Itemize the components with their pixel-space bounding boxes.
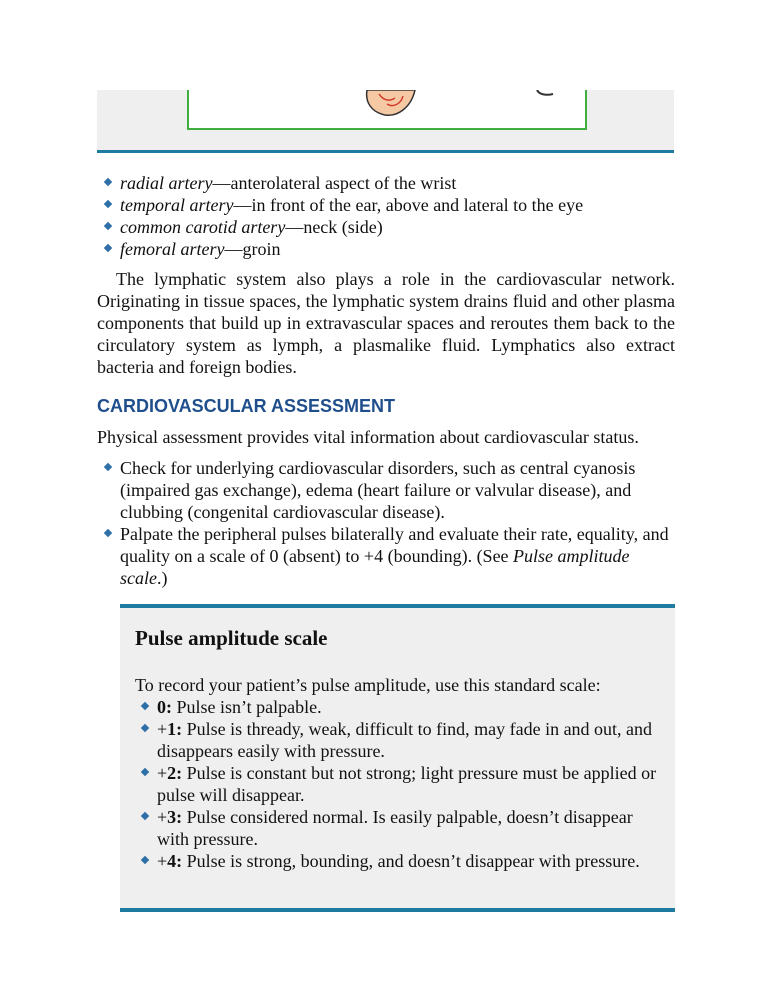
scale-key: 0: [157, 697, 172, 717]
artery-location-list [105, 172, 583, 260]
artery-desc: —in front of the ear, above and lateral to the eye [233, 195, 584, 215]
scale-key: 3: [167, 807, 183, 827]
scale-prefix: + [157, 807, 168, 827]
scale-prefix: + [157, 763, 168, 783]
scale-key: 2: [167, 763, 183, 783]
lymphatic-paragraph: The lymphatic system also plays a role in the cardiovascular network. Originating in tissue spaces, the lymphatic system drains fluid and other plasma components that build up in extravascular spaces and reroutes them back to the circulatory system as lymph, a plasmalike fluid. Lymphatics also extract bacteria and foreign bodies. [97, 269, 675, 377]
bullet-diamond-icon [104, 244, 112, 252]
scale-prefix: + [157, 851, 168, 871]
scale-text: Pulse is constant but not strong; light pressure must be applied or pulse will disappear. [157, 763, 657, 805]
list-item [105, 523, 675, 589]
artery-term: radial artery [120, 173, 213, 193]
bullet-diamond-icon [104, 463, 112, 471]
artery-term: common carotid artery [120, 217, 286, 237]
list-item [142, 718, 662, 762]
list-item [142, 850, 662, 872]
scale-text: Pulse considered normal. Is easily palpable, doesn’t disappear with pressure. [157, 807, 633, 849]
bullet-diamond-icon [141, 768, 149, 776]
list-item [105, 172, 583, 194]
box-title: Pulse amplitude scale [135, 626, 328, 650]
figure-panel [97, 90, 674, 153]
list-item [142, 762, 662, 806]
list-item [105, 216, 583, 238]
bullet-diamond-icon [104, 178, 112, 186]
artery-term: femoral artery [120, 239, 225, 259]
scale-text: Pulse is strong, bounding, and doesn’t disappear with pressure. [182, 851, 640, 871]
assessment-list [105, 457, 675, 589]
list-item [142, 696, 662, 718]
scale-prefix: + [157, 719, 168, 739]
artery-desc: —neck (side) [285, 217, 383, 237]
assessment-item-text: Palpate the peripheral pulses bilaterally and evaluate their rate, equality, and quality on a scale of 0 (absent) to +4 (bounding). (See [120, 524, 669, 566]
bullet-diamond-icon [104, 200, 112, 208]
assessment-item-text: Check for underlying cardiovascular disorders, such as central cyanosis (impaired gas exchange), edema (heart failure or valvular disease), and clubbing (congenital cardiovascular disease). [120, 458, 636, 522]
bullet-diamond-icon [141, 702, 149, 710]
artery-desc: —anterolateral aspect of the wrist [212, 173, 457, 193]
list-item [142, 806, 662, 850]
bullet-diamond-icon [141, 856, 149, 864]
cross-reference-link[interactable]: Pulse amplitude scale [120, 546, 630, 588]
figure-frame [187, 90, 587, 130]
bullet-diamond-icon [104, 529, 112, 537]
pulse-scale-list [142, 696, 662, 872]
bullet-diamond-icon [104, 222, 112, 230]
pulse-scale-box [120, 604, 675, 912]
heart-illustration-fragment [189, 90, 585, 128]
section-intro: Physical assessment provides vital information about cardiovascular status. [97, 427, 639, 447]
section-heading: CARDIOVASCULAR ASSESSMENT [97, 396, 396, 416]
list-item [105, 194, 583, 216]
bullet-diamond-icon [141, 812, 149, 820]
scale-key: 1: [167, 719, 183, 739]
box-intro: To record your patient’s pulse amplitude, use this standard scale: [135, 675, 601, 695]
artery-term: temporal artery [120, 195, 234, 215]
assessment-item-text: .) [156, 568, 168, 588]
scale-text: Pulse is thready, weak, difficult to find, may fade in and out, and disappears easily with pressure. [157, 719, 653, 761]
bullet-diamond-icon [141, 724, 149, 732]
scale-key: 4: [167, 851, 183, 871]
scale-text: Pulse isn’t palpable. [172, 697, 322, 717]
list-item [105, 238, 583, 260]
artery-desc: —groin [224, 239, 281, 259]
list-item [105, 457, 675, 523]
